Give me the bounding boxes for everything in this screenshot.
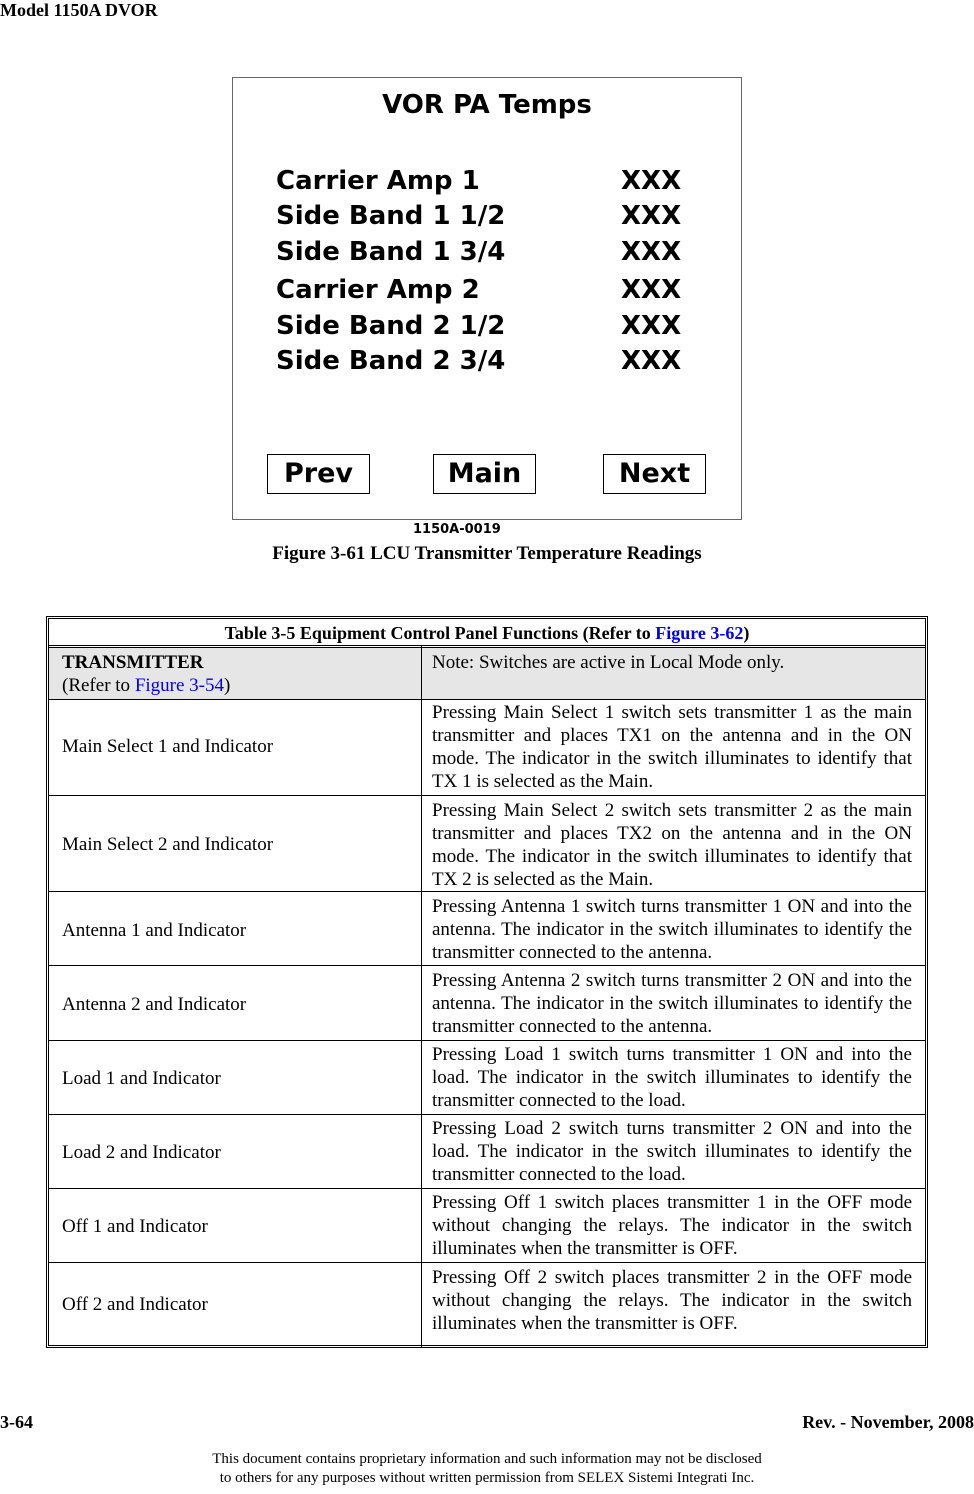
temp-label: Carrier Amp 1 [276, 166, 480, 196]
table-title: Table 3-5 Equipment Control Panel Functions (Refer to Figure 3-62) [224, 623, 750, 643]
document-header: Model 1150A DVOR [0, 0, 158, 20]
temp-value: XXX [621, 275, 682, 305]
temp-value: XXX [621, 166, 682, 196]
figure-caption: Figure 3-61 LCU Transmitter Temperature Readings [272, 543, 702, 564]
function-desc: Pressing Load 2 switch turns transmitter 2 ON and into the load. The indicator in the switch illuminates to identify the transmitter connected to the load. [432, 1118, 912, 1185]
screen-title: VOR PA Temps [382, 90, 592, 120]
figure-link[interactable]: Figure 3-62 [655, 623, 744, 643]
temp-value: XXX [621, 237, 682, 267]
figure-link[interactable]: Figure 3-54 [134, 675, 224, 696]
control-panel-table [46, 616, 928, 1348]
revision-date: Rev. - November, 2008 [802, 1412, 974, 1432]
prev-button[interactable]: Prev [267, 454, 370, 494]
temp-label: Side Band 2 1/2 [276, 311, 506, 341]
function-desc: Pressing Main Select 1 switch sets transmitter 1 as the main transmitter and places TX1 on the antenna and in the ON mode. The indicator in the switch illuminates to identify that TX 1 is selected as the Main. [432, 702, 912, 792]
figure-id: 1150A-0019 [413, 522, 501, 537]
function-name: Load 1 and Indicator [62, 1068, 221, 1089]
proprietary-notice: This document contains proprietary information and such information may not be disclosed to others for any purposes without written permission from SELEX Sistemi Integrati Inc. [212, 1451, 762, 1486]
function-desc: Pressing Antenna 1 switch turns transmitter 1 ON and into the antenna. The indicator in the switch illuminates to identify the transmitter connected to the antenna. [432, 896, 912, 963]
table-head-left: TRANSMITTER (Refer to Figure 3-54) [62, 652, 231, 696]
function-name: Main Select 1 and Indicator [62, 736, 274, 757]
function-desc: Pressing Off 1 switch places transmitter 1 in the OFF mode without changing the relays. The indicator in the switch illuminates when the transmitter is OFF. [432, 1192, 912, 1259]
function-name: Antenna 2 and Indicator [62, 994, 247, 1015]
table-head-note: Note: Switches are active in Local Mode only. [432, 652, 785, 673]
function-desc: Pressing Antenna 2 switch turns transmitter 2 ON and into the antenna. The indicator in the switch illuminates to identify the transmitter connected to the antenna. [432, 970, 912, 1037]
function-name: Main Select 2 and Indicator [62, 834, 274, 855]
function-desc: Pressing Off 2 switch places transmitter 2 in the OFF mode without changing the relays. The indicator in the switch illuminates when the transmitter is OFF. [432, 1267, 912, 1334]
temp-label: Side Band 2 3/4 [276, 346, 506, 376]
temp-label: Carrier Amp 2 [276, 275, 480, 305]
function-desc: Pressing Main Select 2 switch sets transmitter 2 as the main transmitter and places TX2 on the antenna and in the ON mode. The indicator in the switch illuminates to identify that TX 2 is selected as the Main. [432, 800, 912, 890]
page-number: 3-64 [0, 1412, 33, 1432]
function-name: Off 2 and Indicator [62, 1294, 208, 1315]
function-desc: Pressing Load 1 switch turns transmitter 1 ON and into the load. The indicator in the switch illuminates to identify the transmitter connected to the load. [432, 1044, 912, 1111]
temp-value: XXX [621, 201, 682, 231]
function-name: Load 2 and Indicator [62, 1142, 221, 1163]
temp-value: XXX [621, 346, 682, 376]
temp-label: Side Band 1 1/2 [276, 201, 506, 231]
next-button[interactable]: Next [603, 454, 706, 494]
main-button[interactable]: Main [433, 454, 536, 494]
lcu-screen-figure [232, 77, 742, 520]
temp-value: XXX [621, 311, 682, 341]
function-name: Antenna 1 and Indicator [62, 920, 247, 941]
function-name: Off 1 and Indicator [62, 1216, 208, 1237]
temp-label: Side Band 1 3/4 [276, 237, 506, 267]
